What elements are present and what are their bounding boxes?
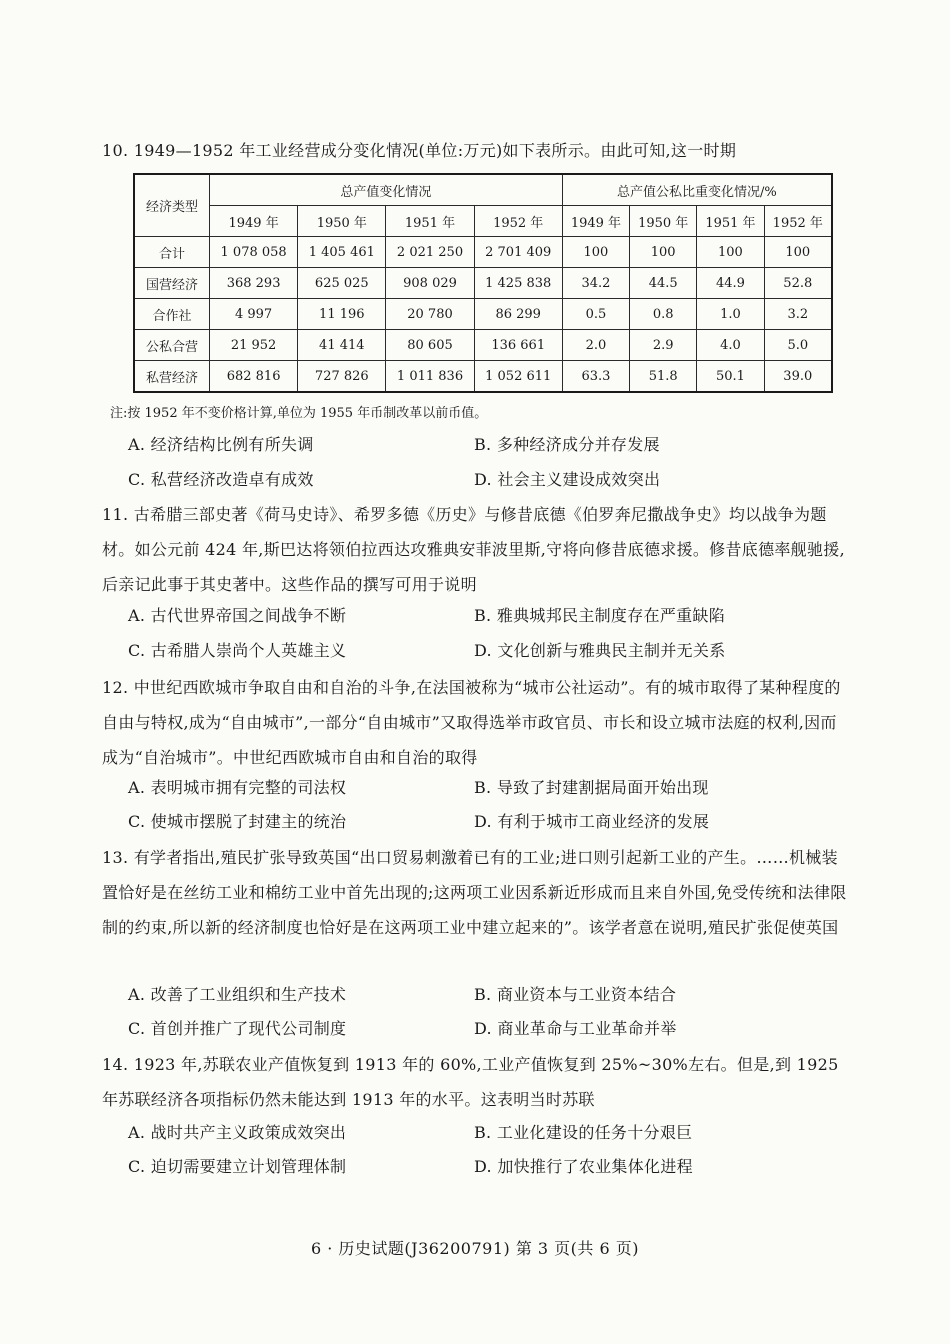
table-cell: 0.8 xyxy=(630,299,697,330)
industry-output-table xyxy=(133,173,833,393)
q10-option-a[interactable]: A. 经济结构比例有所失调 xyxy=(128,435,314,454)
table-cell: 3.2 xyxy=(764,299,832,330)
table-cell: 0.5 xyxy=(562,299,629,330)
table-cell: 625 025 xyxy=(298,268,386,299)
table-year-header: 1951 年 xyxy=(697,206,764,237)
row-label: 合计 xyxy=(134,237,210,268)
table-cell: 1 078 058 xyxy=(210,237,298,268)
q12-option-a[interactable]: A. 表明城市拥有完整的司法权 xyxy=(128,778,347,797)
table-cell: 39.0 xyxy=(764,361,832,393)
q14-option-b[interactable]: B. 工业化建设的任务十分艰巨 xyxy=(474,1123,693,1142)
row-label: 合作社 xyxy=(134,299,210,330)
table-cell: 2 021 250 xyxy=(386,237,474,268)
q14-option-a[interactable]: A. 战时共产主义政策成效突出 xyxy=(128,1123,347,1142)
table-cell: 1 052 611 xyxy=(474,361,562,393)
q13-option-b[interactable]: B. 商业资本与工业资本结合 xyxy=(474,985,677,1004)
table-year-header: 1950 年 xyxy=(298,206,386,237)
table-cell: 908 029 xyxy=(386,268,474,299)
table-year-header: 1949 年 xyxy=(562,206,629,237)
table-cell: 41 414 xyxy=(298,330,386,361)
table-row xyxy=(134,237,832,268)
table-cell: 50.1 xyxy=(697,361,764,393)
table-cell: 2 701 409 xyxy=(474,237,562,268)
q12-option-b[interactable]: B. 导致了封建割据局面开始出现 xyxy=(474,778,709,797)
q13-option-d[interactable]: D. 商业革命与工业革命并举 xyxy=(474,1019,677,1038)
q13-option-c[interactable]: C. 首创并推广了现代公司制度 xyxy=(128,1019,347,1038)
table-cell: 2.9 xyxy=(630,330,697,361)
row-label: 国营经济 xyxy=(134,268,210,299)
question-14-stem: 14. 1923 年,苏联农业产值恢复到 1913 年的 60%,工业产值恢复到 25%~30%左右。但是,到 1925 年苏联经济各项指标仍然未能达到 1913 年的水平。这表明当时苏联 xyxy=(102,1055,839,1109)
table-cell: 1 425 838 xyxy=(474,268,562,299)
table-year-header: 1949 年 xyxy=(210,206,298,237)
q12-option-c[interactable]: C. 使城市摆脱了封建主的统治 xyxy=(128,812,347,831)
table-cell: 11 196 xyxy=(298,299,386,330)
table-cell: 136 661 xyxy=(474,330,562,361)
table-header-type: 经济类型 xyxy=(134,174,210,237)
q10-option-b[interactable]: B. 多种经济成分并存发展 xyxy=(474,435,660,454)
table-cell: 682 816 xyxy=(210,361,298,393)
table-cell: 368 293 xyxy=(210,268,298,299)
table-row xyxy=(134,330,832,361)
question-12-stem: 12. 中世纪西欧城市争取自由和自治的斗争,在法国被称为“城市公社运动”。有的城市取得了某种程度的自由与特权,成为“自由城市”,一部分“自由城市”又取得选举市政官员、市长和设立城市法庭的权利,因而成为“自治城市”。中世纪西欧城市自由和自治的取得 xyxy=(102,678,841,767)
table-cell: 52.8 xyxy=(764,268,832,299)
question-10-stem: 10. 1949—1952 年工业经营成分变化情况(单位:万元)如下表所示。由此可知,这一时期 xyxy=(102,141,737,160)
table-row xyxy=(134,299,832,330)
q11-option-a[interactable]: A. 古代世界帝国之间战争不断 xyxy=(128,606,347,625)
question-13-stem: 13. 有学者指出,殖民扩张导致英国“出口贸易刺激着已有的工业;进口则引起新工业的产生。……机械装置恰好是在丝纺工业和棉纺工业中首先出现的;这两项工业因系新近形成而且来自外国,免受传统和法律限制的约束,所以新的经济制度也恰好是在这两项工业中建立起来的”。该学者意在说明,殖民扩张促使英国 xyxy=(102,848,847,937)
table-cell: 20 780 xyxy=(386,299,474,330)
table-cell: 1 011 836 xyxy=(386,361,474,393)
table-cell: 34.2 xyxy=(562,268,629,299)
table-cell: 44.9 xyxy=(697,268,764,299)
table-cell: 1 405 461 xyxy=(298,237,386,268)
row-label: 公私合营 xyxy=(134,330,210,361)
table-year-header: 1950 年 xyxy=(630,206,697,237)
table-cell: 5.0 xyxy=(764,330,832,361)
table-cell: 2.0 xyxy=(562,330,629,361)
table-cell: 86 299 xyxy=(474,299,562,330)
table-row xyxy=(134,361,832,393)
table-year-header: 1951 年 xyxy=(386,206,474,237)
row-label: 私营经济 xyxy=(134,361,210,393)
q13-option-a[interactable]: A. 改善了工业组织和生产技术 xyxy=(128,985,347,1004)
q11-option-d[interactable]: D. 文化创新与雅典民主制并无关系 xyxy=(474,641,726,660)
q10-option-c[interactable]: C. 私营经济改造卓有成效 xyxy=(128,470,314,489)
q14-option-d[interactable]: D. 加快推行了农业集体化进程 xyxy=(474,1157,693,1176)
table-cell: 4.0 xyxy=(697,330,764,361)
q14-option-c[interactable]: C. 迫切需要建立计划管理体制 xyxy=(128,1157,347,1176)
table-cell: 4 997 xyxy=(210,299,298,330)
table-note: 注:按 1952 年不变价格计算,单位为 1955 年币制改革以前币值。 xyxy=(110,406,488,421)
table-cell: 100 xyxy=(697,237,764,268)
table-year-header: 1952 年 xyxy=(474,206,562,237)
q12-option-d[interactable]: D. 有利于城市工商业经济的发展 xyxy=(474,812,710,831)
q10-option-d[interactable]: D. 社会主义建设成效突出 xyxy=(474,470,661,489)
table-row xyxy=(134,268,832,299)
question-11-stem: 11. 古希腊三部史著《荷马史诗》、希罗多德《历史》与修昔底德《伯罗奔尼撒战争史》均以战争为题材。如公元前 424 年,斯巴达将领伯拉西达攻雅典安菲波里斯,守将向修昔底德求援。修昔底德率舰驰援,后亲记此事于其史著中。这些作品的撰写可用于说明 xyxy=(102,505,845,594)
q11-option-c[interactable]: C. 古希腊人崇尚个人英雄主义 xyxy=(128,641,347,660)
table-header-group2: 总产值公私比重变化情况/% xyxy=(562,174,832,206)
table-year-header: 1952 年 xyxy=(764,206,832,237)
table-header-group1: 总产值变化情况 xyxy=(210,174,563,206)
table-cell: 100 xyxy=(630,237,697,268)
table-cell: 1.0 xyxy=(697,299,764,330)
table-cell: 44.5 xyxy=(630,268,697,299)
table-cell: 100 xyxy=(562,237,629,268)
page-footer: 6 · 历史试题(J36200791) 第 3 页(共 6 页) xyxy=(310,1239,640,1258)
table-cell: 63.3 xyxy=(562,361,629,393)
table-cell: 21 952 xyxy=(210,330,298,361)
table-cell: 100 xyxy=(764,237,832,268)
table-cell: 80 605 xyxy=(386,330,474,361)
q11-option-b[interactable]: B. 雅典城邦民主制度存在严重缺陷 xyxy=(474,606,726,625)
table-cell: 51.8 xyxy=(630,361,697,393)
table-cell: 727 826 xyxy=(298,361,386,393)
